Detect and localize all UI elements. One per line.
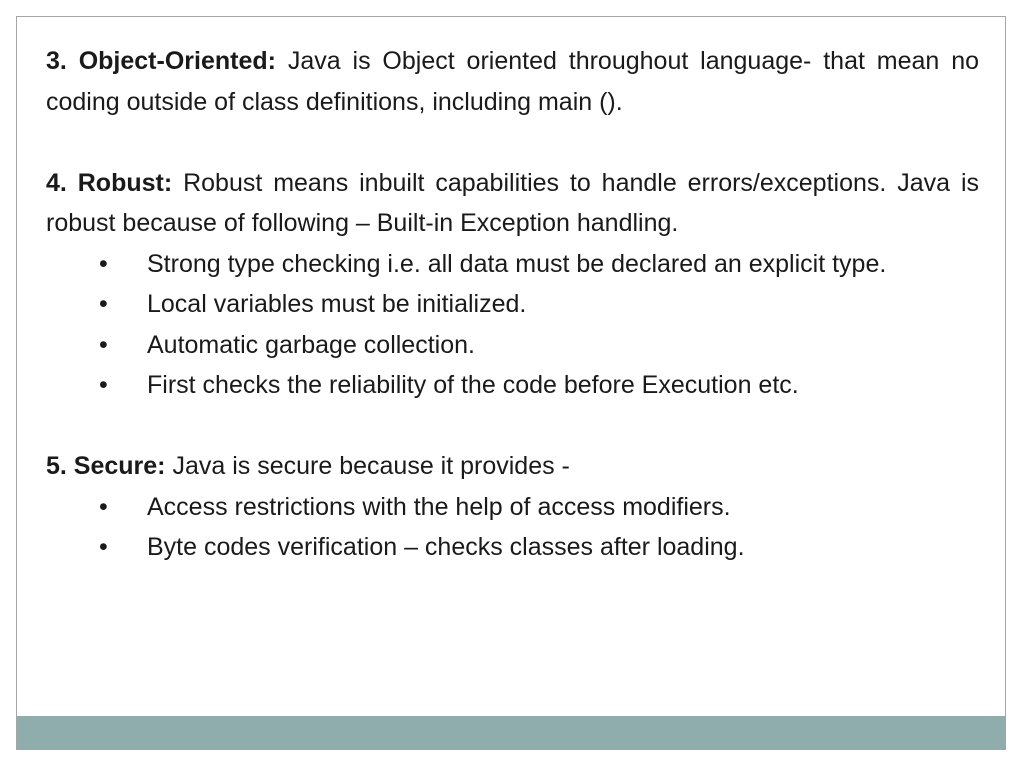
section-object-oriented [46,41,979,122]
section-body: Java is secure because it provides - [172,452,570,480]
bullet-icon: • [99,330,108,359]
bullet-icon: • [99,290,108,318]
spacer [46,122,979,163]
bullet-icon: • [99,371,108,399]
list-item-text: Byte codes verification – checks classes after loading. [147,533,745,561]
section-heading: 5. Secure: [46,452,166,480]
section-heading: 3. Object-Oriented: [46,47,276,75]
list-item-text: Local variables must be initialized. [147,290,527,318]
list-item [46,527,979,568]
list-item-text: First checks the reliability of the code before Execution etc. [147,371,799,399]
section-heading: 4. Robust: [46,168,173,197]
footer-bar [17,716,1006,750]
robust-bullet-list [46,244,979,406]
secure-bullet-list [46,487,979,568]
list-item [46,244,979,285]
list-item-text: Access restrictions with the help of access modifiers. [147,492,731,521]
list-item [46,325,979,366]
list-item-text: Automatic garbage collection. [147,330,475,359]
bullet-icon: • [99,492,108,521]
section-secure [46,446,979,487]
list-item-text: Strong type checking i.e. all data must be declared an explicit type. [147,249,887,278]
section-body: Robust means inbuilt capabilities to handle errors/exceptions. Java is robust because of following – Built-in Exception handling. [46,168,979,237]
list-item [46,365,979,406]
list-item [46,284,979,325]
slide-content [46,41,979,568]
section-body: Java is Object oriented throughout language- that mean no coding outside of class definitions, including main (). [46,47,980,116]
bullet-icon: • [99,533,108,561]
bullet-icon: • [99,249,108,278]
list-item [46,487,979,528]
section-robust [46,163,979,244]
spacer [46,406,979,447]
